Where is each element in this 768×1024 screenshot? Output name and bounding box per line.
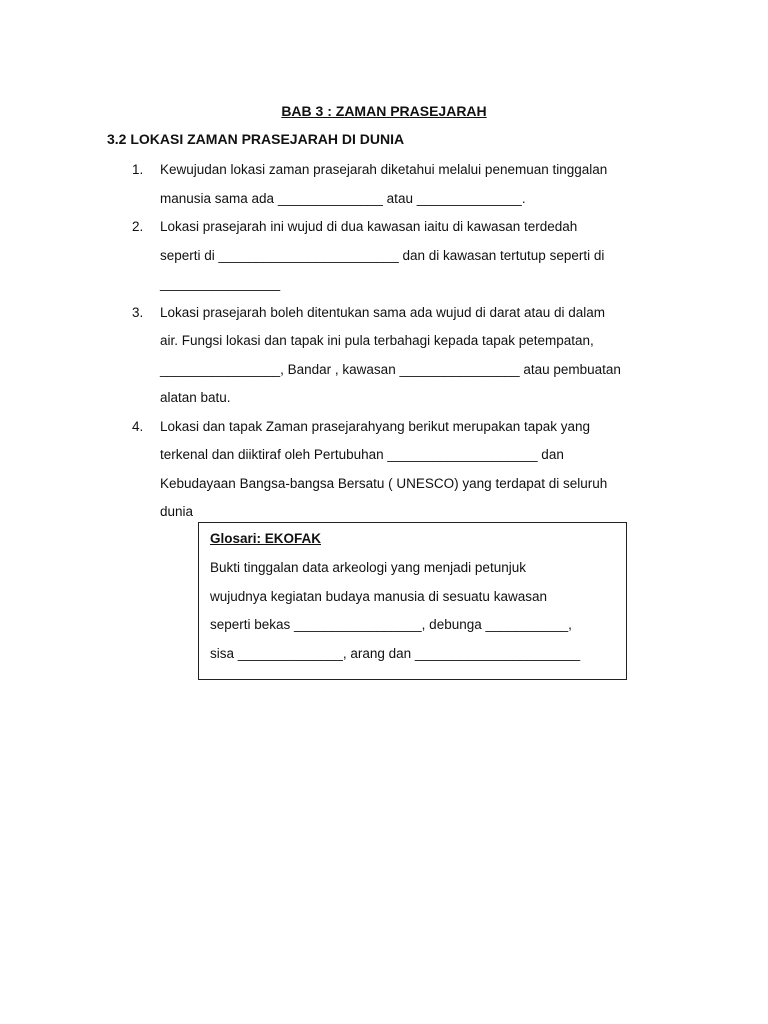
item-text: Kewujudan lokasi zaman prasejarah diketahui melalui penemuan tinggalan manusia sama ada ______________ atau ______________. [160,162,608,206]
item-number: 1. [132,162,144,177]
question-list [132,156,672,527]
list-item [132,156,672,213]
glossary-title: Glosari: EKOFAK [210,531,322,546]
item-text: Lokasi prasejarah boleh ditentukan sama ada wujud di darat atau di dalam air. Fungsi lokasi dan tapak ini pula terbahagi kepada tapak petempatan, ________________, Bandar , kawasan ________________ atau pembuatan alatan batu. [160,304,621,405]
item-text: Lokasi prasejarah ini wujud di dua kawasan iaitu di kawasan terdedah seperti di ________________________ dan di kawasan tertutup seperti di ________________ [160,219,605,291]
item-text: Lokasi dan tapak Zaman prasejarahyang berikut merupakan tapak yang terkenal dan diiktiraf oleh Pertubuhan ____________________ dan Kebudayaan Bangsa-bangsa Bersatu ( UNESCO) yang terdapat di seluruh dunia [160,418,608,519]
page-title: BAB 3 : ZAMAN PRASEJARAH [281,103,487,119]
item-number: 3. [132,304,144,320]
list-item [132,213,672,299]
glossary-body: Bukti tinggalan data arkeologi yang menjadi petunjuk wujudnya kegiatan budaya manusia di sesuatu kawasan seperti bekas _________________, debunga ___________, sisa ______________, arang dan ______________________ [210,560,581,661]
list-item [132,413,672,527]
item-number: 2. [132,219,144,234]
section-heading: 3.2 LOKASI ZAMAN PRASEJARAH DI DUNIA [107,131,405,147]
glossary-box [198,522,627,680]
item-number: 4. [132,418,144,434]
list-item [132,299,672,413]
